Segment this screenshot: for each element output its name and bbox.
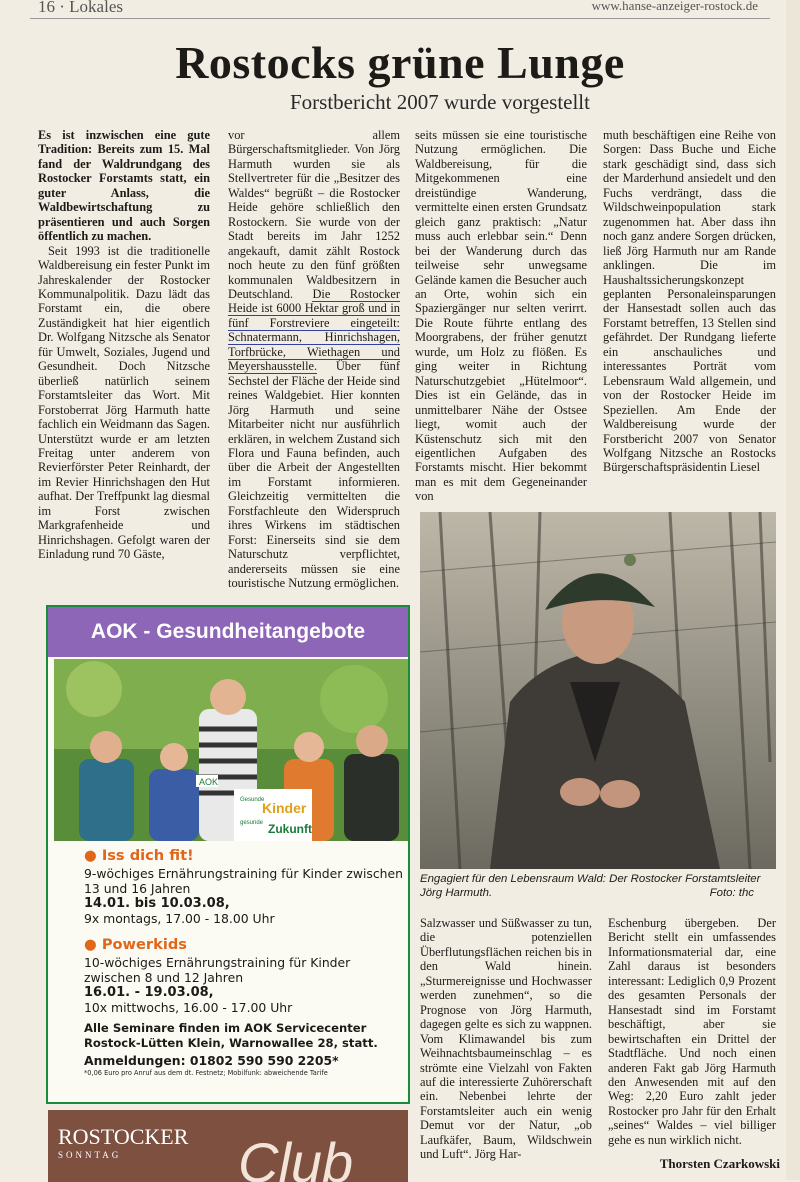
banner-logo: ROSTOCKER SONNTAG: [58, 1124, 189, 1160]
paragraph: seits müssen sie eine touristische Nutzung ermöglichen. Die Waldbereisung, für die Mitgekommenen eine dreistündige Wanderung, vermittelte einen ersten Grundsatz gleich ganz praktisch: „Natur muss auch erlebbar sein.“ Denn bei der Wanderung durch das teilweise sehr unwegsame Gelände kamen die Besucher auch an Orte, wohin sich ein Spaziergänger nur selten verirrt. Die Route führte entlang des Moorgrabens, der früher genutzt wurde, um Holz zu flößen. Es ging weiter in Richtung Naturschutzgebiet „Hütelmoor“. Dies ist ein Gelände, das in unmittelbarer Nähe der Ostsee liegt, womit auch der Küstenschutz sich mit den eigentlichen Aufgaben des Forstamts mischt. Hier bekommt man es mit dem Gegeneinander von: [415, 128, 587, 503]
signup-phone[interactable]: Anmeldungen: 01802 590 590 2205*: [84, 1053, 339, 1068]
paragraph: Salzwasser und Süßwasser zu tun, die potenziellen Überflutungsflächen reichen bis in den Wald hinein. „Sturmereignisse und Hochwasser werden zunehmen“, so die Prognose von Jörg Harmuth, dagegen gelte es sich zu wappnen. Vom Klimawandel bis zum Weihnachtsbaumeinschlag – es strömte eine Vielzahl von Fakten auf die interessierte Zuhörerschaft ein. Nebenbei lehrte der Forstamtsleiter auch ein wenig Demut vor der Natur, „ob Laufkäfer, Baum, Wildschwein und Luft“. Jörg Har-: [420, 916, 592, 1162]
website-url[interactable]: www.hanse-anzeiger-rostock.de: [591, 0, 758, 13]
seminar-location: Alle Seminare finden im AOK Servicecenter Rostock-Lütten Klein, Warnowallee 28, statt.: [84, 1021, 378, 1050]
offer-2-schedule: 10x mittwochs, 16.00 - 17.00 Uhr: [84, 1000, 293, 1015]
logo-kinder: Kinder: [262, 800, 307, 816]
paragraph: muth beschäftigen eine Reihe von Sorgen: Dass Buche und Eiche stark geschädigt sind, dass sich der Marderhund ansiedelt und den Fuchs verdrängt, dass die Wildschweinpopulation stark zugenommen hat. Aber dass ihn noch ganz andere Sorgen drücken, ließ Jörg Harmuth nur am Rande anklingen. Die im Haushaltssicherungskonzept geplanten Personaleinsparungen der Hansestadt sollen auch das Forstamt betreffen, 13 Stellen sind gefährdet. Der Rundgang lieferte ein anschauliches und interessantes Porträt vom Lebensraum Wald allgemein, und von der Rostocker Heide im Speziellen. Am Ende der Waldbereisung wurde der Forstbericht 2007 von Senator Wolfgang Nitzsche an Rostocks Bürgerschaftspräsidentin Liesel: [603, 128, 776, 475]
offer-1-title: ● Iss dich fit!: [84, 847, 194, 864]
ad-footnote: *0,06 Euro pro Anruf aus dem dt. Festnetz; Mobilfunk: abweichende Tarife: [84, 1068, 328, 1077]
offer-2-title: ● Powerkids: [84, 936, 187, 953]
page-edge: [786, 0, 800, 1180]
shirt-logo-text: AOK: [199, 777, 219, 787]
underlined-passage: Die Rostocker Heide ist 6000 Hektar groß und in fünf Forstreviere eingeteilt: Schnatermann, Hinrichshagen, Torfbrücke, Wiethagen und Meyershausstelle.: [228, 286, 400, 374]
offer-1-dates: 14.01. bis 10.03.08,: [84, 896, 230, 911]
header-rule: [30, 18, 770, 19]
author-byline: Thorsten Czarkowski: [659, 1156, 780, 1171]
children-photo: [54, 659, 408, 841]
section-label: 16 · Lokales: [38, 0, 123, 16]
article-column-3: [415, 128, 587, 503]
article-column-6: [608, 916, 776, 1174]
offer-1-description: 9-wöchiges Ernährungstraining für Kinder zwischen 13 und 16 Jahren: [84, 866, 403, 896]
aok-advertisement[interactable]: [46, 605, 410, 1104]
photo-credit: Foto: thc: [709, 887, 754, 899]
forester-photo: [420, 512, 776, 869]
headline: Rostocks grüne Lunge: [175, 37, 625, 88]
ad-title: AOK - Gesundheitangebote: [48, 607, 408, 657]
article-column-1: [38, 128, 210, 600]
ad-body: [48, 847, 408, 1077]
banner-club-word: Club: [238, 1131, 354, 1182]
paragraph: vor allem Bürgerschaftsmitglieder. Von Jörg Harmuth wurden sie als Stellvertreter für die „Besitzer des Waldes“ begrüßt – die Rostocker Heide gehöre schließlich den Rostockern. Sie wurde von der Stadt bereits im Jahr 1252 angekauft, damit zählt Rostock noch heute zu den fünf größten kommunalen Waldbesitzern in Deutschland. Die Rostocker Heide ist 6000 Hektar groß und in fünf Forstreviere eingeteilt: Schnatermann, Hinrichshagen, Torfbrücke, Wiethagen und Meyershausstelle. Über fünf Sechstel der Fläche der Heide sind reines Waldgebiet. Hier konnten Jörg Harmuth und seine Mitarbeiter nicht nur ausführlich erklären, in welchem Zustand sich Flora und Fauna befinden, auch über die Arbeit der Angestellten im Forstamt informieren. Gleichzeitig vermittelten die Forstfachleute den Widerspruch ihres Wirkens im städtischen Forst: Einerseits sind sie dem Naturschutz verpflichtet, andererseits müssen sie eine touristische Nutzung ermöglichen.: [228, 128, 400, 591]
subheadline: Forstbericht 2007 wurde vorgestellt: [290, 90, 590, 114]
offer-2-description: 10-wöchiges Ernährungstraining für Kinder zwischen 8 und 12 Jahren: [84, 955, 351, 985]
article-column-4: [603, 128, 776, 503]
offer-1-schedule: 9x montags, 17.00 - 18.00 Uhr: [84, 911, 275, 926]
paragraph: Seit 1993 ist die traditionelle Waldbereisung ein fester Punkt im Jahreskalender der Rostocker Kommunalpolitik. Dazu lädt das Forstamt ein, die obere Zuständigkeit hat hier eigentlich Dr. Wolfgang Nitzsche als Senator für Umwelt, Soziales, Jugend und Gesundheit. Doch Nitzsche überließ natürlich seinem Forstamtsleiter das Wort. Mit Forstoberrat Jörg Harmuth hatte fachlich ein Weidmann das Sagen. Unterstützt wurde er am letzten Freitag unter anderem von Revierförster Peter Reinhardt, der im Revier Hinrichshagen den Hut aufhat. Der Treffpunkt lag diesmal im Forst zwischen Markgrafenheide und Hinrichshagen. Gefolgt waren der Einladung rund 70 Gäste,: [38, 243, 210, 562]
photo-caption: Engagiert für den Lebensraum Wald: Der Rostocker Forstamtsleiter Jörg Harmuth. Foto: thc: [420, 873, 761, 899]
paragraph: Eschenburg übergeben. Der Bericht stellt ein umfassendes Informationsmaterial dar, eine Zahl daraus ist besonders interessant: Lediglich 0,9 Prozent des gesamten Personals der Hansestadt sind im Forstamt beschäftigt, aber sie bewirtschaften ein Drittel der Stadtfläche. Und noch einen anderen Fakt gab Jörg Harmuth den Anwesenden mit auf den Weg: 2,20 Euro zahlt jeder Rostocker pro Jahr für den Erhalt „seines“ Waldes – viel billiger gehe es nun wirklich nicht.: [608, 916, 776, 1147]
logo-text-bottom: gesunde: [240, 820, 264, 826]
logo-text-top: Gesunde: [240, 797, 265, 803]
article-column-2: [228, 128, 400, 600]
rostocker-sonntag-club-banner[interactable]: [48, 1110, 408, 1182]
offer-2-dates: 16.01. - 19.03.08,: [84, 985, 214, 1000]
article-column-5: [420, 916, 592, 1174]
lead-paragraph: Es ist inzwischen eine gute Tradition: Bereits zum 15. Mal fand der Waldrundgang des Rostocker Forstamts statt, ein guter Anlass, die Waldbewirtschaftung zu präsentieren und auch Sorgen öffentlich zu machen.: [38, 128, 210, 244]
logo-zukunft: Zukunft: [268, 822, 312, 836]
